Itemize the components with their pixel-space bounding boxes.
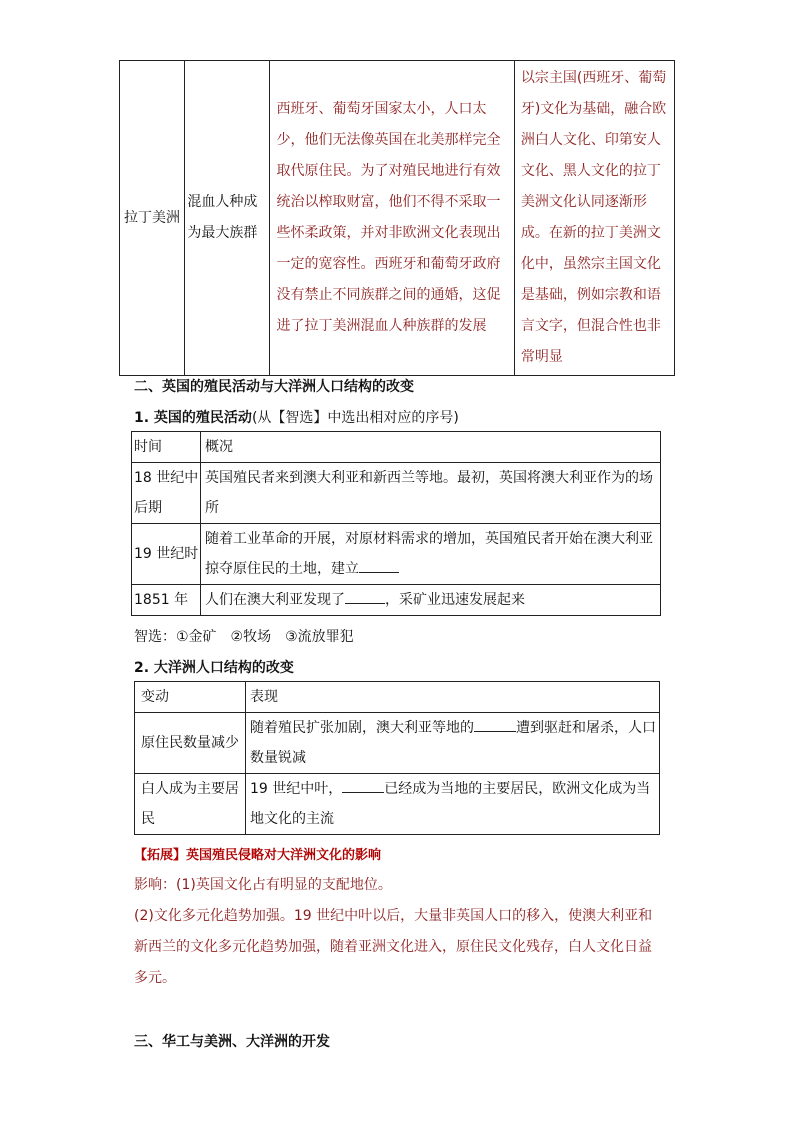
section3-title: 三、华工与美洲、大洋洲的开发 (134, 1034, 330, 1050)
group-text: 混血人种成为最大族群 (187, 194, 258, 241)
time-cell: 19 世纪时 (132, 524, 201, 585)
manifest-text: 随着殖民扩张加剧，澳大利亚等地的 (250, 720, 474, 736)
change-cell: 原住民数量减少 (135, 713, 246, 774)
answer-blank[interactable] (342, 778, 384, 793)
change-cell: 白人成为主要居民 (135, 774, 246, 835)
time-cell: 18 世纪中后期 (132, 463, 201, 524)
answer-blank[interactable] (359, 558, 399, 573)
manifest-text-end: 已经成为当地的主要居民，欧洲文化成为当地文化的主流 (250, 781, 651, 827)
reason-cell (270, 61, 514, 376)
header-overview: 概况 (201, 432, 661, 463)
table-row (132, 463, 661, 524)
population-table (134, 681, 660, 835)
overview-text: 人们在澳大利亚发现了 (205, 592, 345, 608)
table-header-row (135, 682, 660, 713)
overview-text: 随着工业革命的开展，对原材料需求的增加，英国殖民者开始在澳大利亚掠夺原住民的土地，建立 (205, 531, 653, 577)
manifest-cell (246, 713, 660, 774)
overview-cell (201, 463, 661, 524)
latin-america-table (119, 60, 675, 376)
sub2-heading: 2. 大洋洲人口结构的改变 (134, 660, 294, 676)
manifest-text-end: 遭到驱赶和屠杀，人口数量锐减 (250, 720, 656, 766)
culture-cell (514, 61, 674, 376)
table-header-row (132, 432, 661, 463)
influence-1: 影响：(1)英国文化占有明显的支配地位。 (134, 877, 392, 893)
answer-blank[interactable] (345, 589, 385, 604)
options-line: 智选：①金矿 ②牧场 ③流放罪犯 (134, 629, 354, 645)
overview-text-end: ，采矿业迅速发展起来 (385, 592, 525, 608)
overview-cell (201, 524, 661, 585)
extension-title: 【拓展】英国殖民侵略对大洋洲文化的影响 (134, 848, 382, 863)
answer-blank[interactable] (474, 717, 516, 732)
table-row (132, 585, 661, 616)
table-row (135, 713, 660, 774)
group-cell (185, 61, 270, 376)
culture-text: 以宗主国(西班牙、葡萄牙)文化为基础，融合欧洲白人文化、印第安人文化、黑人文化的拉丁美洲文化认同逐渐形成。在新的拉丁美洲文化中，虽然宗主国文化是基础，例如宗教和语言文字，但混合性也非常明显 (520, 70, 667, 365)
region-text: 拉丁美洲 (124, 209, 180, 226)
section2-title: 二、英国的殖民活动与大洋洲人口结构的改变 (134, 379, 414, 395)
header-time: 时间 (132, 432, 201, 463)
sub1-heading (134, 407, 459, 427)
colonial-activity-table (131, 431, 661, 616)
table-row (132, 524, 661, 585)
manifest-cell (246, 774, 660, 835)
overview-cell (201, 585, 661, 616)
overview-text: 英国殖民者来到澳大利亚和新西兰等地。最初，英国将澳大利亚作为的场所 (205, 470, 653, 516)
manifest-text: 19 世纪中叶， (250, 781, 343, 797)
influence-2: (2)文化多元化趋势加强。19 世纪中叶以后，大量非英国人口的移入，使澳大利亚和新西兰的文化多元化趋势加强，随着亚洲文化进入，原住民文化残存，白人文化日益多元。 (134, 908, 653, 986)
region-cell (120, 61, 185, 376)
table-row (120, 61, 675, 376)
reason-text: 西班牙、葡萄牙国家太小，人口太少，他们无法像英国在北美那样完全取代原住民。为了对殖民地进行有效统治以榨取财富，他们不得不采取一些怀柔政策，并对非欧洲文化表现出一定的宽容性。西班牙和葡萄牙政府没有禁止不同族群之间的通婚，这促进了拉丁美洲混血人种族群的发展 (276, 101, 501, 334)
sub1-bold: 1. 英国的殖民活动 (134, 410, 252, 426)
time-cell: 1851 年 (132, 585, 201, 616)
table-row (135, 774, 660, 835)
sub1-rest: (从【智选】中选出相对应的序号) (251, 410, 459, 426)
header-manifest: 表现 (246, 682, 660, 713)
header-change: 变动 (135, 682, 246, 713)
